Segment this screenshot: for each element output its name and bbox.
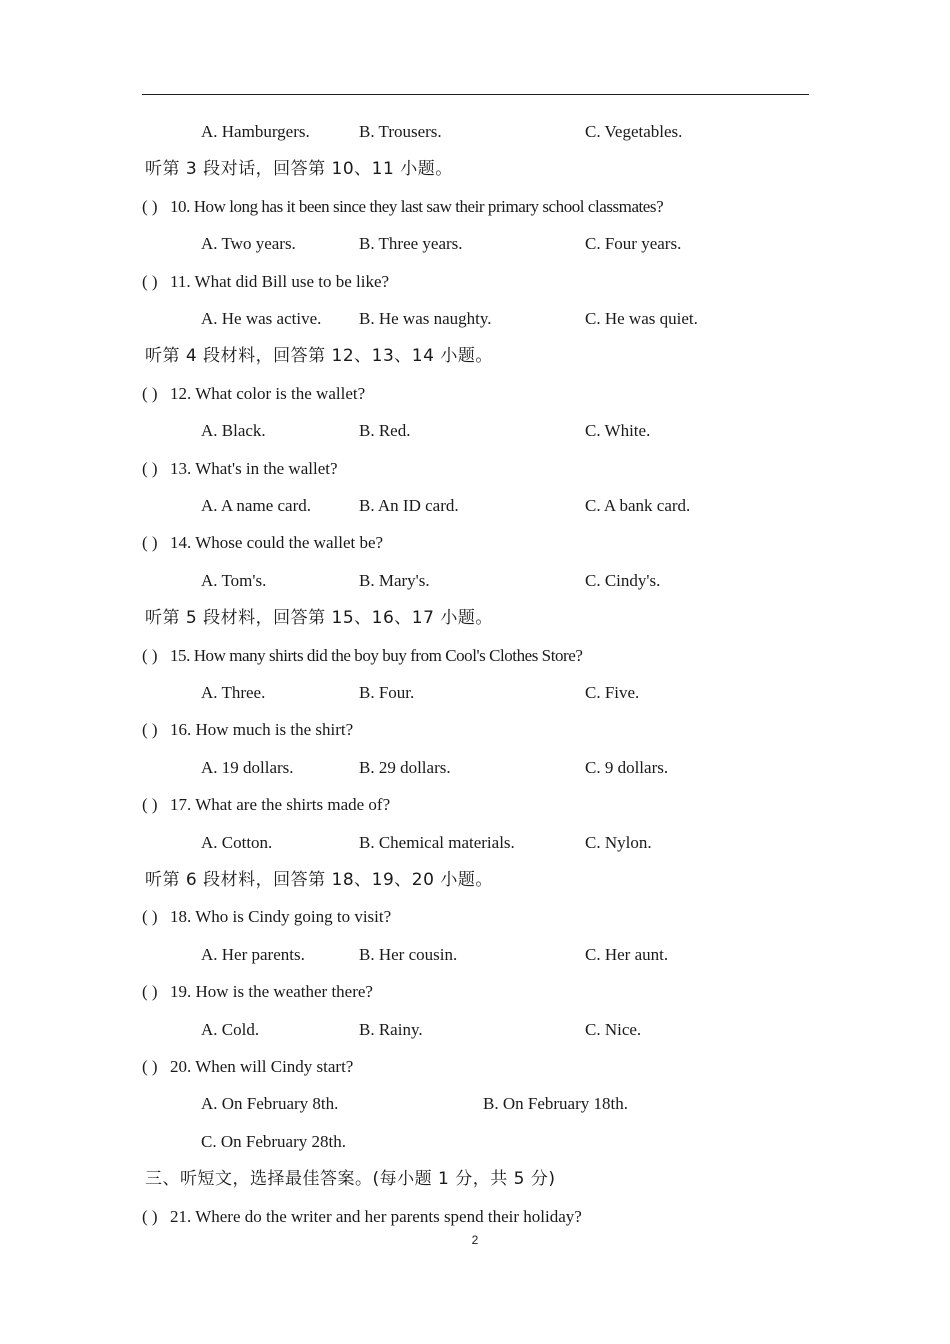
option-c: C. 9 dollars. (585, 758, 669, 777)
option-b: B. Mary's. (359, 571, 430, 590)
option-a: A. Cold. (201, 1020, 260, 1039)
option-a: A. He was active. (201, 309, 322, 328)
question-stem: 20. When will Cindy start? (170, 1057, 354, 1076)
option-c: C. White. (585, 421, 651, 440)
section-heading: 三、听短文，选择最佳答案。(每小题 1 分，共 5 分) (145, 1169, 556, 1189)
option-a: A. Her parents. (201, 945, 305, 964)
option-c: C. A bank card. (585, 496, 691, 515)
option-c: C. Her aunt. (585, 945, 669, 964)
question-stem: 15. How many shirts did the boy buy from Cool's Clothes Store? (170, 646, 583, 665)
answer-blank: ( ) (142, 533, 158, 552)
option-c: C. Five. (585, 683, 640, 702)
answer-blank: ( ) (142, 197, 158, 216)
option-b: B. Red. (359, 421, 411, 440)
option-a: A. Cotton. (201, 833, 273, 852)
question-stem: 11. What did Bill use to be like? (170, 272, 390, 291)
option-c: C. He was quiet. (585, 309, 698, 328)
answer-blank: ( ) (142, 907, 158, 926)
section-heading: 听第 4 段材料，回答第 12、13、14 小题。 (145, 346, 493, 366)
option-b: B. On February 18th. (483, 1094, 628, 1113)
option-b: B. He was naughty. (359, 309, 492, 328)
option-c: C. Four years. (585, 234, 682, 253)
answer-blank: ( ) (142, 795, 158, 814)
option-a: A. Black. (201, 421, 266, 440)
option-a: A. Hamburgers. (201, 122, 310, 141)
option-a: A. A name card. (201, 496, 311, 515)
answer-blank: ( ) (142, 720, 158, 739)
option-b: B. Four. (359, 683, 415, 702)
answer-blank: ( ) (142, 459, 158, 478)
option-b: B. 29 dollars. (359, 758, 451, 777)
question-stem: 14. Whose could the wallet be? (170, 533, 384, 552)
option-c: C. Nice. (585, 1020, 642, 1039)
option-a: A. On February 8th. (201, 1094, 339, 1113)
answer-blank: ( ) (142, 982, 158, 1001)
option-c: C. Vegetables. (585, 122, 683, 141)
question-stem: 19. How is the weather there? (170, 982, 373, 1001)
answer-blank: ( ) (142, 384, 158, 403)
option-b: B. Three years. (359, 234, 463, 253)
answer-blank: ( ) (142, 646, 158, 665)
answer-blank: ( ) (142, 1057, 158, 1076)
question-stem: 12. What color is the wallet? (170, 384, 366, 403)
option-b: B. Chemical materials. (359, 833, 515, 852)
page-number: 2 (471, 1233, 479, 1247)
section-heading: 听第 6 段材料，回答第 18、19、20 小题。 (145, 870, 493, 890)
question-stem: 13. What's in the wallet? (170, 459, 338, 478)
question-stem: 10. How long has it been since they last saw their primary school classmates? (170, 197, 664, 216)
option-c: C. On February 28th. (201, 1132, 346, 1151)
answer-blank: ( ) (142, 1207, 158, 1226)
option-a: A. Tom's. (201, 571, 267, 590)
section-heading: 听第 3 段对话，回答第 10、11 小题。 (145, 159, 453, 179)
section-heading: 听第 5 段材料，回答第 15、16、17 小题。 (145, 608, 493, 628)
option-a: A. 19 dollars. (201, 758, 294, 777)
option-b: B. Trousers. (359, 122, 442, 141)
option-b: B. Rainy. (359, 1020, 423, 1039)
question-stem: 21. Where do the writer and her parents spend their holiday? (170, 1207, 582, 1226)
option-c: C. Nylon. (585, 833, 652, 852)
answer-blank: ( ) (142, 272, 158, 291)
option-a: A. Three. (201, 683, 266, 702)
option-a: A. Two years. (201, 234, 296, 253)
header-rule (142, 94, 809, 95)
question-stem: 16. How much is the shirt? (170, 720, 354, 739)
option-c: C. Cindy's. (585, 571, 661, 590)
option-b: B. Her cousin. (359, 945, 458, 964)
question-stem: 17. What are the shirts made of? (170, 795, 391, 814)
option-b: B. An ID card. (359, 496, 459, 515)
question-stem: 18. Who is Cindy going to visit? (170, 907, 392, 926)
